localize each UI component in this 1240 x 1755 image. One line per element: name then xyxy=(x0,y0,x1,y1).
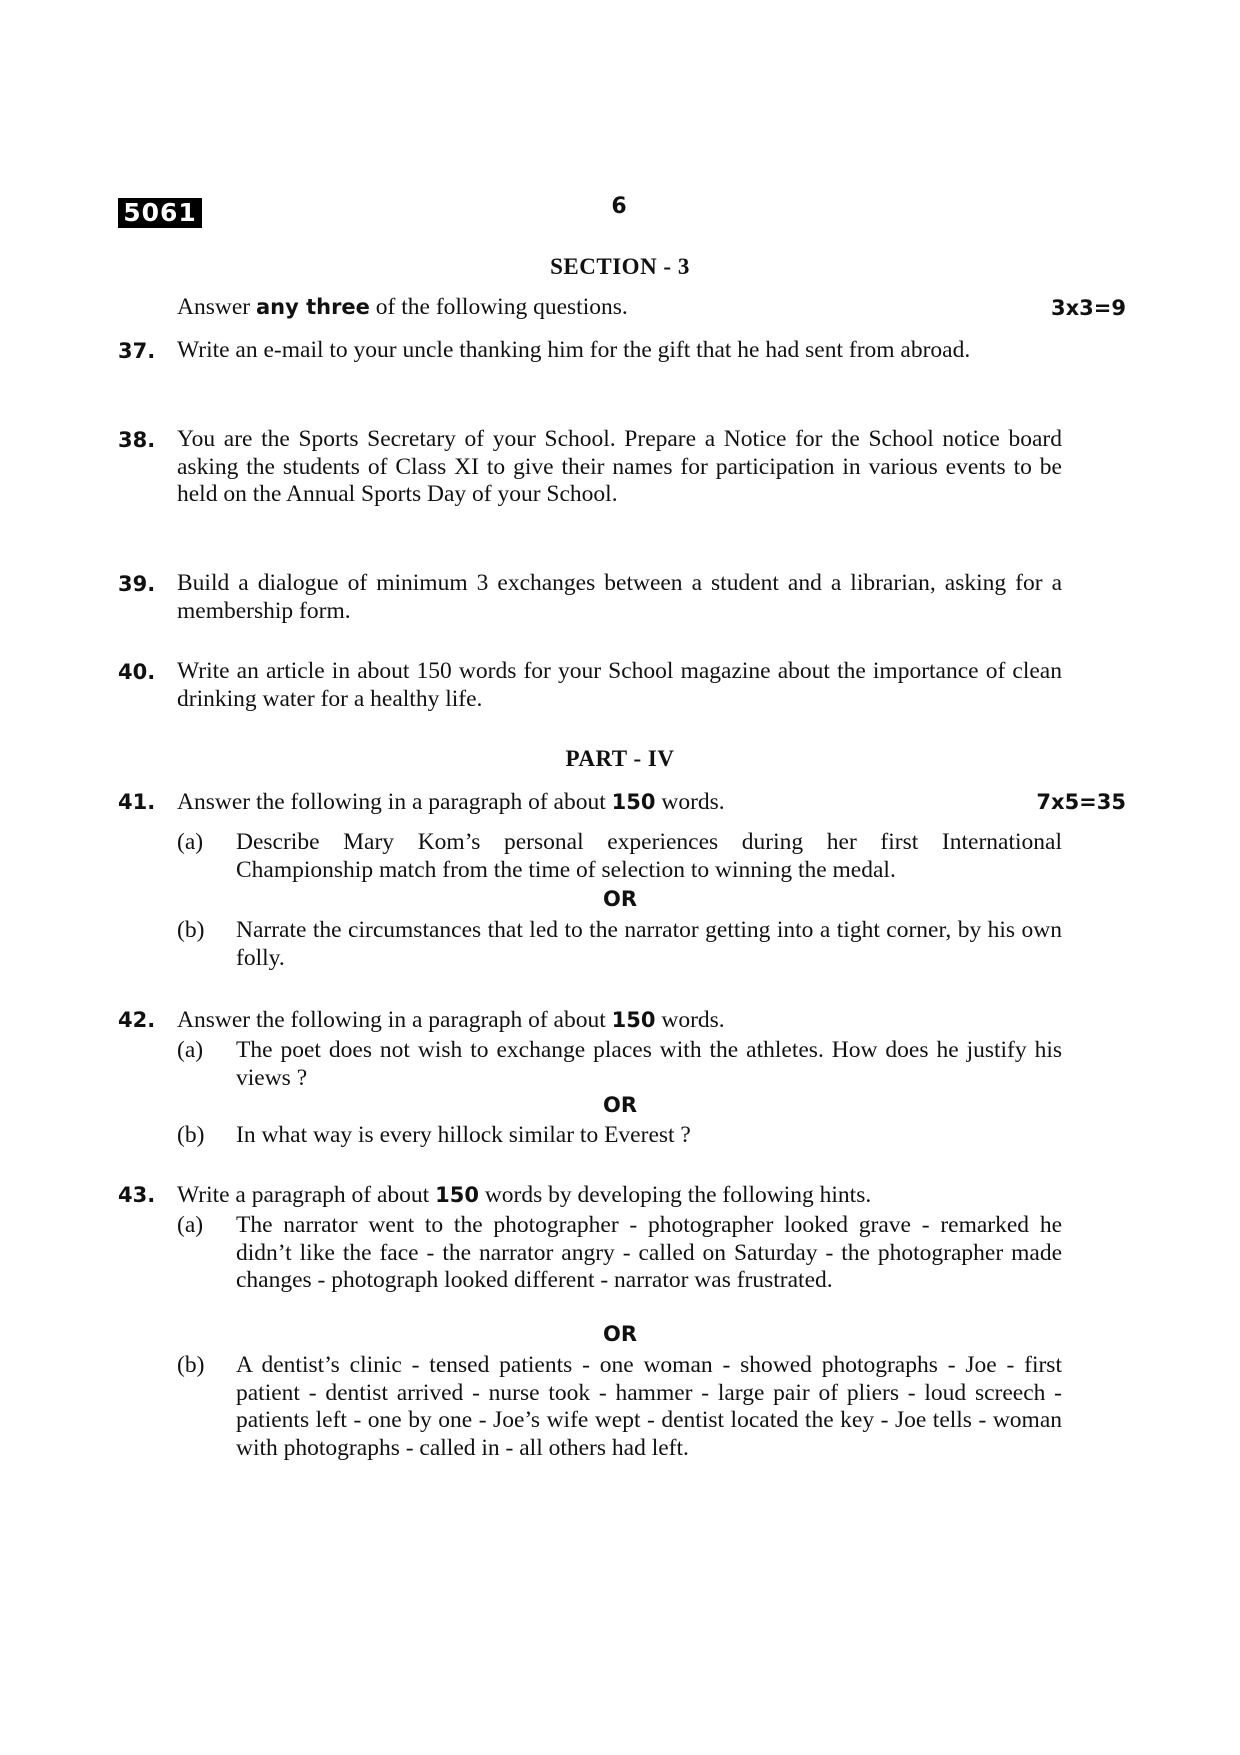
or-separator: OR xyxy=(602,1322,638,1346)
question-text: Write an article in about 150 words for your School magazine about the importance of clean drinking water for a healthy life. xyxy=(177,658,1062,712)
word-count: 150 xyxy=(611,1008,656,1032)
question-number: 38. xyxy=(118,428,156,452)
question-number: 43. xyxy=(118,1183,156,1207)
option-text: Narrate the circumstances that led to the narrator getting into a tight corner, by his own folly. xyxy=(236,917,1062,971)
section-marks: 3x3=9 xyxy=(1051,296,1126,320)
option-text: Describe Mary Kom’s personal experiences during her first International Championship match from the time of selection to winning the medal. xyxy=(236,829,1062,883)
or-separator: OR xyxy=(602,887,638,911)
question-text: Write an e-mail to your uncle thanking him for the gift that he had sent from abroad. xyxy=(177,337,971,363)
option-text: A dentist’s clinic - tensed patients - one woman - showed photographs - Joe - first patient - dentist arrived - nurse took - hammer - large pair of pliers - loud screech - patients left - one by one - Joe’s wife wept - dentist located the key - Joe tells - woman with photographs - called in - all others had left. xyxy=(236,1352,1062,1461)
part-title: PART - IV xyxy=(565,746,675,771)
option-label: (b) xyxy=(177,917,205,943)
question-number: 41. xyxy=(118,790,156,814)
question-number: 37. xyxy=(118,339,156,363)
question-text-start: Write a paragraph of about xyxy=(177,1182,436,1208)
part-marks: 7x5=35 xyxy=(1036,790,1126,814)
option-text: The poet does not wish to exchange places with the athletes. How does he justify his views ? xyxy=(236,1037,1062,1091)
option-label: (a) xyxy=(177,1037,204,1063)
instruction-text-end: of the following questions. xyxy=(369,294,628,320)
instruction-text: Answer xyxy=(177,294,256,320)
page-number: 6 xyxy=(611,194,627,219)
option-text: The narrator went to the photographer - photographer looked grave - remarked he didn’t like the face - the narrator angry - called on Saturday - the photographer made changes - photograph looked different - narrator was frustrated. xyxy=(236,1212,1062,1293)
or-separator: OR xyxy=(602,1093,638,1117)
question-number: 39. xyxy=(118,572,156,596)
question-text-end: words. xyxy=(655,1007,725,1033)
question-text-start: Answer the following in a paragraph of about xyxy=(177,789,612,815)
option-label: (a) xyxy=(177,1212,204,1238)
question-text-start: Answer the following in a paragraph of about xyxy=(177,1007,612,1033)
question-number: 40. xyxy=(118,660,156,684)
section-title: SECTION - 3 xyxy=(550,254,690,279)
option-label: (b) xyxy=(177,1122,205,1148)
option-label: (a) xyxy=(177,829,204,855)
word-count: 150 xyxy=(435,1183,479,1207)
question-text xyxy=(177,1006,725,1034)
option-text: In what way is every hillock similar to Everest ? xyxy=(236,1122,691,1148)
paper-code-badge: 5061 xyxy=(118,198,202,228)
question-text-end: words. xyxy=(655,789,725,815)
question-text: Build a dialogue of minimum 3 exchanges between a student and a librarian, asking for a membership form. xyxy=(177,570,1062,624)
word-count: 150 xyxy=(611,790,656,814)
instruction-emphasis: any three xyxy=(255,295,370,319)
section-instruction xyxy=(177,293,628,321)
question-text xyxy=(177,1181,871,1209)
question-text-end: words by developing the following hints. xyxy=(478,1182,872,1208)
question-number: 42. xyxy=(118,1008,156,1032)
option-label: (b) xyxy=(177,1352,205,1378)
question-text xyxy=(177,788,725,816)
question-text: You are the Sports Secretary of your School. Prepare a Notice for the School notice board asking the students of Class XI to give their names for participation in various events to be held on the Annual Sports Day of your School. xyxy=(177,426,1062,507)
